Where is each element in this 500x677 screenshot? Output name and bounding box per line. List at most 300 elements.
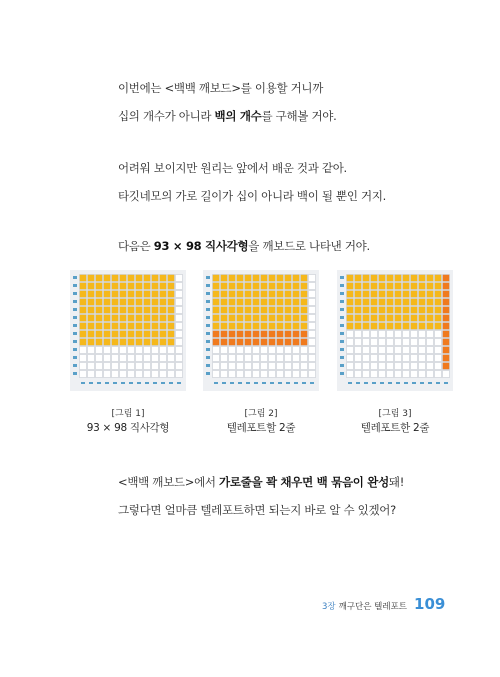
axis-tick xyxy=(73,300,77,303)
axis-tick xyxy=(206,276,210,279)
grid-cell xyxy=(435,275,442,282)
grid-cell xyxy=(269,371,276,378)
grid-cell xyxy=(253,363,260,370)
axis-tick xyxy=(396,382,400,384)
grid-cell xyxy=(403,307,410,314)
grid-cell xyxy=(387,347,394,354)
grid-cell xyxy=(355,275,362,282)
grid-cell xyxy=(112,371,119,378)
grid-cell xyxy=(120,299,127,306)
grid-cell xyxy=(120,371,127,378)
grid-cell xyxy=(160,315,167,322)
grid-cell xyxy=(355,331,362,338)
grid-cell xyxy=(120,315,127,322)
grid-cell xyxy=(419,299,426,306)
axis-tick xyxy=(73,372,77,375)
grid-cell xyxy=(403,331,410,338)
grid-cell xyxy=(152,323,159,330)
grid-cell xyxy=(419,323,426,330)
grid-cell xyxy=(293,283,300,290)
grid-cell xyxy=(80,363,87,370)
grid-cell xyxy=(120,291,127,298)
grid-cell xyxy=(144,331,151,338)
grid-cell xyxy=(221,299,228,306)
grid-cell xyxy=(371,283,378,290)
grid-cell xyxy=(104,347,111,354)
grid-cell xyxy=(176,339,183,346)
grid-cell xyxy=(213,291,220,298)
grid-cell xyxy=(379,347,386,354)
axis-tick xyxy=(230,382,234,384)
grid-cell xyxy=(309,299,316,306)
grid-cell xyxy=(213,347,220,354)
grid-cell xyxy=(176,275,183,282)
grid-cell xyxy=(221,347,228,354)
grid-cell xyxy=(395,283,402,290)
grid-cell xyxy=(395,363,402,370)
grid-cell xyxy=(253,299,260,306)
grid-cell xyxy=(104,291,111,298)
grid-cell xyxy=(301,291,308,298)
grid-cell xyxy=(144,371,151,378)
grid-cell xyxy=(309,347,316,354)
grid-cell xyxy=(293,299,300,306)
grid-cell xyxy=(80,347,87,354)
grid-cell xyxy=(237,355,244,362)
grid-cell xyxy=(160,331,167,338)
grid-cell xyxy=(136,331,143,338)
grid-cell xyxy=(88,315,95,322)
grid-cell xyxy=(80,339,87,346)
grid-cell xyxy=(355,315,362,322)
text-span: 을 깨보드로 나타낸 거야. xyxy=(248,239,370,253)
grid-cell xyxy=(229,347,236,354)
chapter-label: 3장 xyxy=(322,602,336,612)
grid-cell xyxy=(221,331,228,338)
grid-cell xyxy=(253,283,260,290)
grid-cell xyxy=(152,315,159,322)
axis-tick xyxy=(340,340,344,343)
grid-cell xyxy=(96,363,103,370)
grid-cell xyxy=(347,315,354,322)
text-span: 를 구해볼 거야. xyxy=(261,109,337,123)
axis-tick xyxy=(412,382,416,384)
grid-cell xyxy=(301,371,308,378)
grid-cell xyxy=(128,331,135,338)
grid-cell xyxy=(261,299,268,306)
grid-cell xyxy=(269,323,276,330)
grid-cell xyxy=(309,363,316,370)
grid-cell xyxy=(395,275,402,282)
grid-cell xyxy=(128,291,135,298)
grid-cell xyxy=(88,371,95,378)
grid-cell xyxy=(80,315,87,322)
grid-cell xyxy=(395,339,402,346)
grid-cell xyxy=(395,371,402,378)
grid-cell xyxy=(443,299,450,306)
grid-cell xyxy=(96,299,103,306)
grid-cell xyxy=(427,299,434,306)
grid-cell xyxy=(371,307,378,314)
grid-cell xyxy=(403,291,410,298)
grid-cell xyxy=(379,363,386,370)
grid-cell xyxy=(213,299,220,306)
grid-cell xyxy=(285,347,292,354)
grid-cell xyxy=(88,299,95,306)
grid-cell xyxy=(363,291,370,298)
axis-tick xyxy=(340,356,344,359)
grid-cell xyxy=(363,283,370,290)
grid-cell xyxy=(213,275,220,282)
grid-cell xyxy=(168,283,175,290)
axis-tick xyxy=(310,382,314,384)
grid-cell xyxy=(301,363,308,370)
grid-cell xyxy=(229,331,236,338)
axis-tick xyxy=(206,348,210,351)
grid-cell xyxy=(269,315,276,322)
axis-tick xyxy=(238,382,242,384)
grid-cell xyxy=(277,331,284,338)
grid-cell xyxy=(96,291,103,298)
grid-cell xyxy=(88,347,95,354)
grid-cell xyxy=(80,283,87,290)
grid-cell xyxy=(419,363,426,370)
grid-cell xyxy=(293,355,300,362)
grid-cell xyxy=(96,339,103,346)
grid-cell xyxy=(411,363,418,370)
grid-cell xyxy=(104,307,111,314)
grid-cell xyxy=(96,283,103,290)
axis-tick xyxy=(340,308,344,311)
page-number: 109 xyxy=(414,595,446,613)
grid-cell xyxy=(160,363,167,370)
grid-cell xyxy=(104,323,111,330)
grid-cell xyxy=(347,363,354,370)
paragraph-line: 타깃네모의 가로 길이가 십이 아니라 백이 될 뿐인 거지. xyxy=(118,189,386,203)
grid-cell xyxy=(347,339,354,346)
grid-cell xyxy=(419,339,426,346)
grid-cell xyxy=(395,355,402,362)
grid-cell xyxy=(261,363,268,370)
axis-tick xyxy=(137,382,141,384)
grid-cell xyxy=(443,291,450,298)
grid-cell xyxy=(261,283,268,290)
grid-cell xyxy=(293,315,300,322)
axis-tick xyxy=(206,316,210,319)
grid-cell xyxy=(160,283,167,290)
grid-cell xyxy=(253,323,260,330)
axis-tick xyxy=(206,356,210,359)
grid-cell xyxy=(152,291,159,298)
axis-tick xyxy=(105,382,109,384)
axis-tick xyxy=(73,324,77,327)
grid-cell xyxy=(88,275,95,282)
grid-cell xyxy=(144,291,151,298)
grid-cell xyxy=(379,355,386,362)
grid-cell xyxy=(301,299,308,306)
grid-cell xyxy=(277,339,284,346)
axis-tick xyxy=(73,276,77,279)
grid-cell xyxy=(245,339,252,346)
grid-cell xyxy=(168,331,175,338)
grid-cell xyxy=(168,339,175,346)
grid-cell xyxy=(363,275,370,282)
grid-cell xyxy=(104,275,111,282)
axis-tick xyxy=(262,382,266,384)
grid-cell xyxy=(261,339,268,346)
grid-cell xyxy=(253,315,260,322)
grid-cell xyxy=(363,307,370,314)
grid-cell xyxy=(379,299,386,306)
grid-cell xyxy=(387,299,394,306)
figure-2-board xyxy=(203,270,319,391)
grid-cell xyxy=(253,331,260,338)
figure-number: [그림 2] xyxy=(244,409,278,419)
grid-cell xyxy=(411,339,418,346)
grid-cell xyxy=(363,347,370,354)
axis-tick xyxy=(113,382,117,384)
grid-cell xyxy=(120,275,127,282)
grid-cell xyxy=(387,283,394,290)
grid-cell xyxy=(96,331,103,338)
grid-cell xyxy=(379,291,386,298)
grid-cell xyxy=(152,347,159,354)
grid-cell xyxy=(168,307,175,314)
grid-cell xyxy=(269,307,276,314)
grid-cell xyxy=(347,283,354,290)
grid-cell xyxy=(152,339,159,346)
grid-cell xyxy=(144,339,151,346)
grid-cell xyxy=(269,283,276,290)
grid-cell xyxy=(237,339,244,346)
grid-cell xyxy=(96,371,103,378)
grid-cell xyxy=(309,371,316,378)
grid-cell xyxy=(387,315,394,322)
grid-cell xyxy=(285,291,292,298)
grid-cell xyxy=(176,307,183,314)
grid-cell xyxy=(293,291,300,298)
grid-cell xyxy=(419,331,426,338)
grid-cell xyxy=(443,323,450,330)
grid-cell xyxy=(104,299,111,306)
grid-cell xyxy=(269,363,276,370)
grid-cell xyxy=(152,307,159,314)
axis-tick xyxy=(286,382,290,384)
grid-cell xyxy=(96,307,103,314)
grid-cell xyxy=(112,299,119,306)
axis-tick xyxy=(81,382,85,384)
figure-3-board xyxy=(337,270,453,391)
grid-cell xyxy=(285,275,292,282)
grid-cell xyxy=(277,291,284,298)
axis-tick xyxy=(340,292,344,295)
axis-tick xyxy=(206,292,210,295)
grid-cell xyxy=(136,323,143,330)
grid-cell xyxy=(160,347,167,354)
grid-cell xyxy=(309,355,316,362)
axis-tick xyxy=(222,382,226,384)
grid-cell xyxy=(112,355,119,362)
grid-cell xyxy=(403,371,410,378)
grid-cell xyxy=(403,347,410,354)
paragraph-line xyxy=(118,474,404,490)
grid-cell xyxy=(96,323,103,330)
grid-cell xyxy=(229,283,236,290)
grid-cell xyxy=(213,307,220,314)
axis-tick xyxy=(404,382,408,384)
axis-tick xyxy=(121,382,125,384)
grid-cell xyxy=(168,275,175,282)
grid-cell xyxy=(112,339,119,346)
grid-cell xyxy=(128,283,135,290)
grid-cell xyxy=(427,339,434,346)
grid-cell xyxy=(435,331,442,338)
grid-cell xyxy=(136,363,143,370)
grid-cell xyxy=(301,307,308,314)
grid-cell xyxy=(347,291,354,298)
grid-cell xyxy=(112,275,119,282)
grid-cell xyxy=(277,315,284,322)
text-span: 돼! xyxy=(388,475,405,489)
grid-cell xyxy=(120,323,127,330)
grid-cell xyxy=(309,339,316,346)
grid-cell xyxy=(104,331,111,338)
grid-cell xyxy=(245,283,252,290)
grid-cell xyxy=(269,355,276,362)
grid-cell xyxy=(363,299,370,306)
grid-cell xyxy=(293,363,300,370)
grid-cell xyxy=(347,307,354,314)
grid-cell xyxy=(261,323,268,330)
grid-cell xyxy=(309,291,316,298)
grid-cell xyxy=(237,323,244,330)
grid-cell xyxy=(301,339,308,346)
axis-tick xyxy=(129,382,133,384)
axis-tick xyxy=(356,382,360,384)
axis-tick xyxy=(153,382,157,384)
grid-cell xyxy=(104,315,111,322)
figure-number: [그림 3] xyxy=(378,409,412,419)
grid-cell xyxy=(136,291,143,298)
grid-cell xyxy=(411,283,418,290)
grid-cell xyxy=(419,291,426,298)
grid-cell xyxy=(427,291,434,298)
grid-cell xyxy=(168,363,175,370)
grid-cell xyxy=(261,275,268,282)
grid-cell xyxy=(371,347,378,354)
bold-text: 가로줄을 꽉 채우면 백 묶음이 완성 xyxy=(219,475,389,489)
grid-cell xyxy=(120,307,127,314)
grid-cell xyxy=(136,283,143,290)
page-footer xyxy=(322,595,445,613)
grid-cell xyxy=(253,339,260,346)
grid-cell xyxy=(229,315,236,322)
axis-tick xyxy=(206,308,210,311)
grid-cell xyxy=(128,347,135,354)
grid-cell xyxy=(403,323,410,330)
grid-cell xyxy=(427,347,434,354)
grid-cell xyxy=(88,355,95,362)
axis-tick xyxy=(206,284,210,287)
grid-cell xyxy=(301,347,308,354)
grid-cell xyxy=(347,331,354,338)
grid-cell xyxy=(293,371,300,378)
grid-cell xyxy=(176,331,183,338)
grid-cell xyxy=(176,283,183,290)
axis-tick xyxy=(340,284,344,287)
grid-cell xyxy=(213,331,220,338)
axis-tick xyxy=(206,364,210,367)
axis-tick xyxy=(340,300,344,303)
grid-cell xyxy=(419,347,426,354)
grid-cell xyxy=(128,371,135,378)
grid-cell xyxy=(411,347,418,354)
grid-cell xyxy=(144,275,151,282)
grid-cell xyxy=(403,363,410,370)
grid-cell xyxy=(285,283,292,290)
axis-tick xyxy=(340,332,344,335)
grid-cell xyxy=(112,363,119,370)
grid-cell xyxy=(427,355,434,362)
grid-cell xyxy=(395,323,402,330)
grid-cell xyxy=(160,299,167,306)
grid-cell xyxy=(419,275,426,282)
grid-cell xyxy=(88,283,95,290)
grid-cell xyxy=(355,355,362,362)
grid-cell xyxy=(387,291,394,298)
grid-cell xyxy=(104,371,111,378)
grid-cell xyxy=(253,307,260,314)
grid-cell xyxy=(411,299,418,306)
grid-cell xyxy=(363,331,370,338)
grid-cell xyxy=(411,355,418,362)
grid-cell xyxy=(136,307,143,314)
axis-tick xyxy=(177,382,181,384)
grid-cell xyxy=(443,363,450,370)
grid-cell xyxy=(253,355,260,362)
grid-cell xyxy=(293,339,300,346)
grid-cell xyxy=(347,371,354,378)
axis-tick xyxy=(145,382,149,384)
grid-cell xyxy=(152,355,159,362)
grid-cell xyxy=(176,355,183,362)
paragraph-line: 그렇다면 얼마큼 텔레포트하면 되는지 바로 알 수 있겠어? xyxy=(118,503,396,517)
axis-tick xyxy=(340,372,344,375)
grid-cell xyxy=(112,291,119,298)
grid-cell xyxy=(160,291,167,298)
grid-cell xyxy=(168,347,175,354)
grid-cell xyxy=(253,291,260,298)
grid-cell xyxy=(427,371,434,378)
grid-cell xyxy=(379,371,386,378)
grid-cell xyxy=(371,331,378,338)
grid-cell xyxy=(269,331,276,338)
axis-tick xyxy=(270,382,274,384)
grid-cell xyxy=(88,307,95,314)
axis-tick xyxy=(73,364,77,367)
grid-cell xyxy=(120,339,127,346)
grid-cell xyxy=(176,315,183,322)
grid-cell xyxy=(112,307,119,314)
grid-cell xyxy=(221,363,228,370)
grid-cell xyxy=(120,283,127,290)
grid-cell xyxy=(387,323,394,330)
axis-tick xyxy=(372,382,376,384)
axis-tick xyxy=(73,340,77,343)
grid-cell xyxy=(395,315,402,322)
grid-cell xyxy=(347,323,354,330)
axis-tick xyxy=(428,382,432,384)
